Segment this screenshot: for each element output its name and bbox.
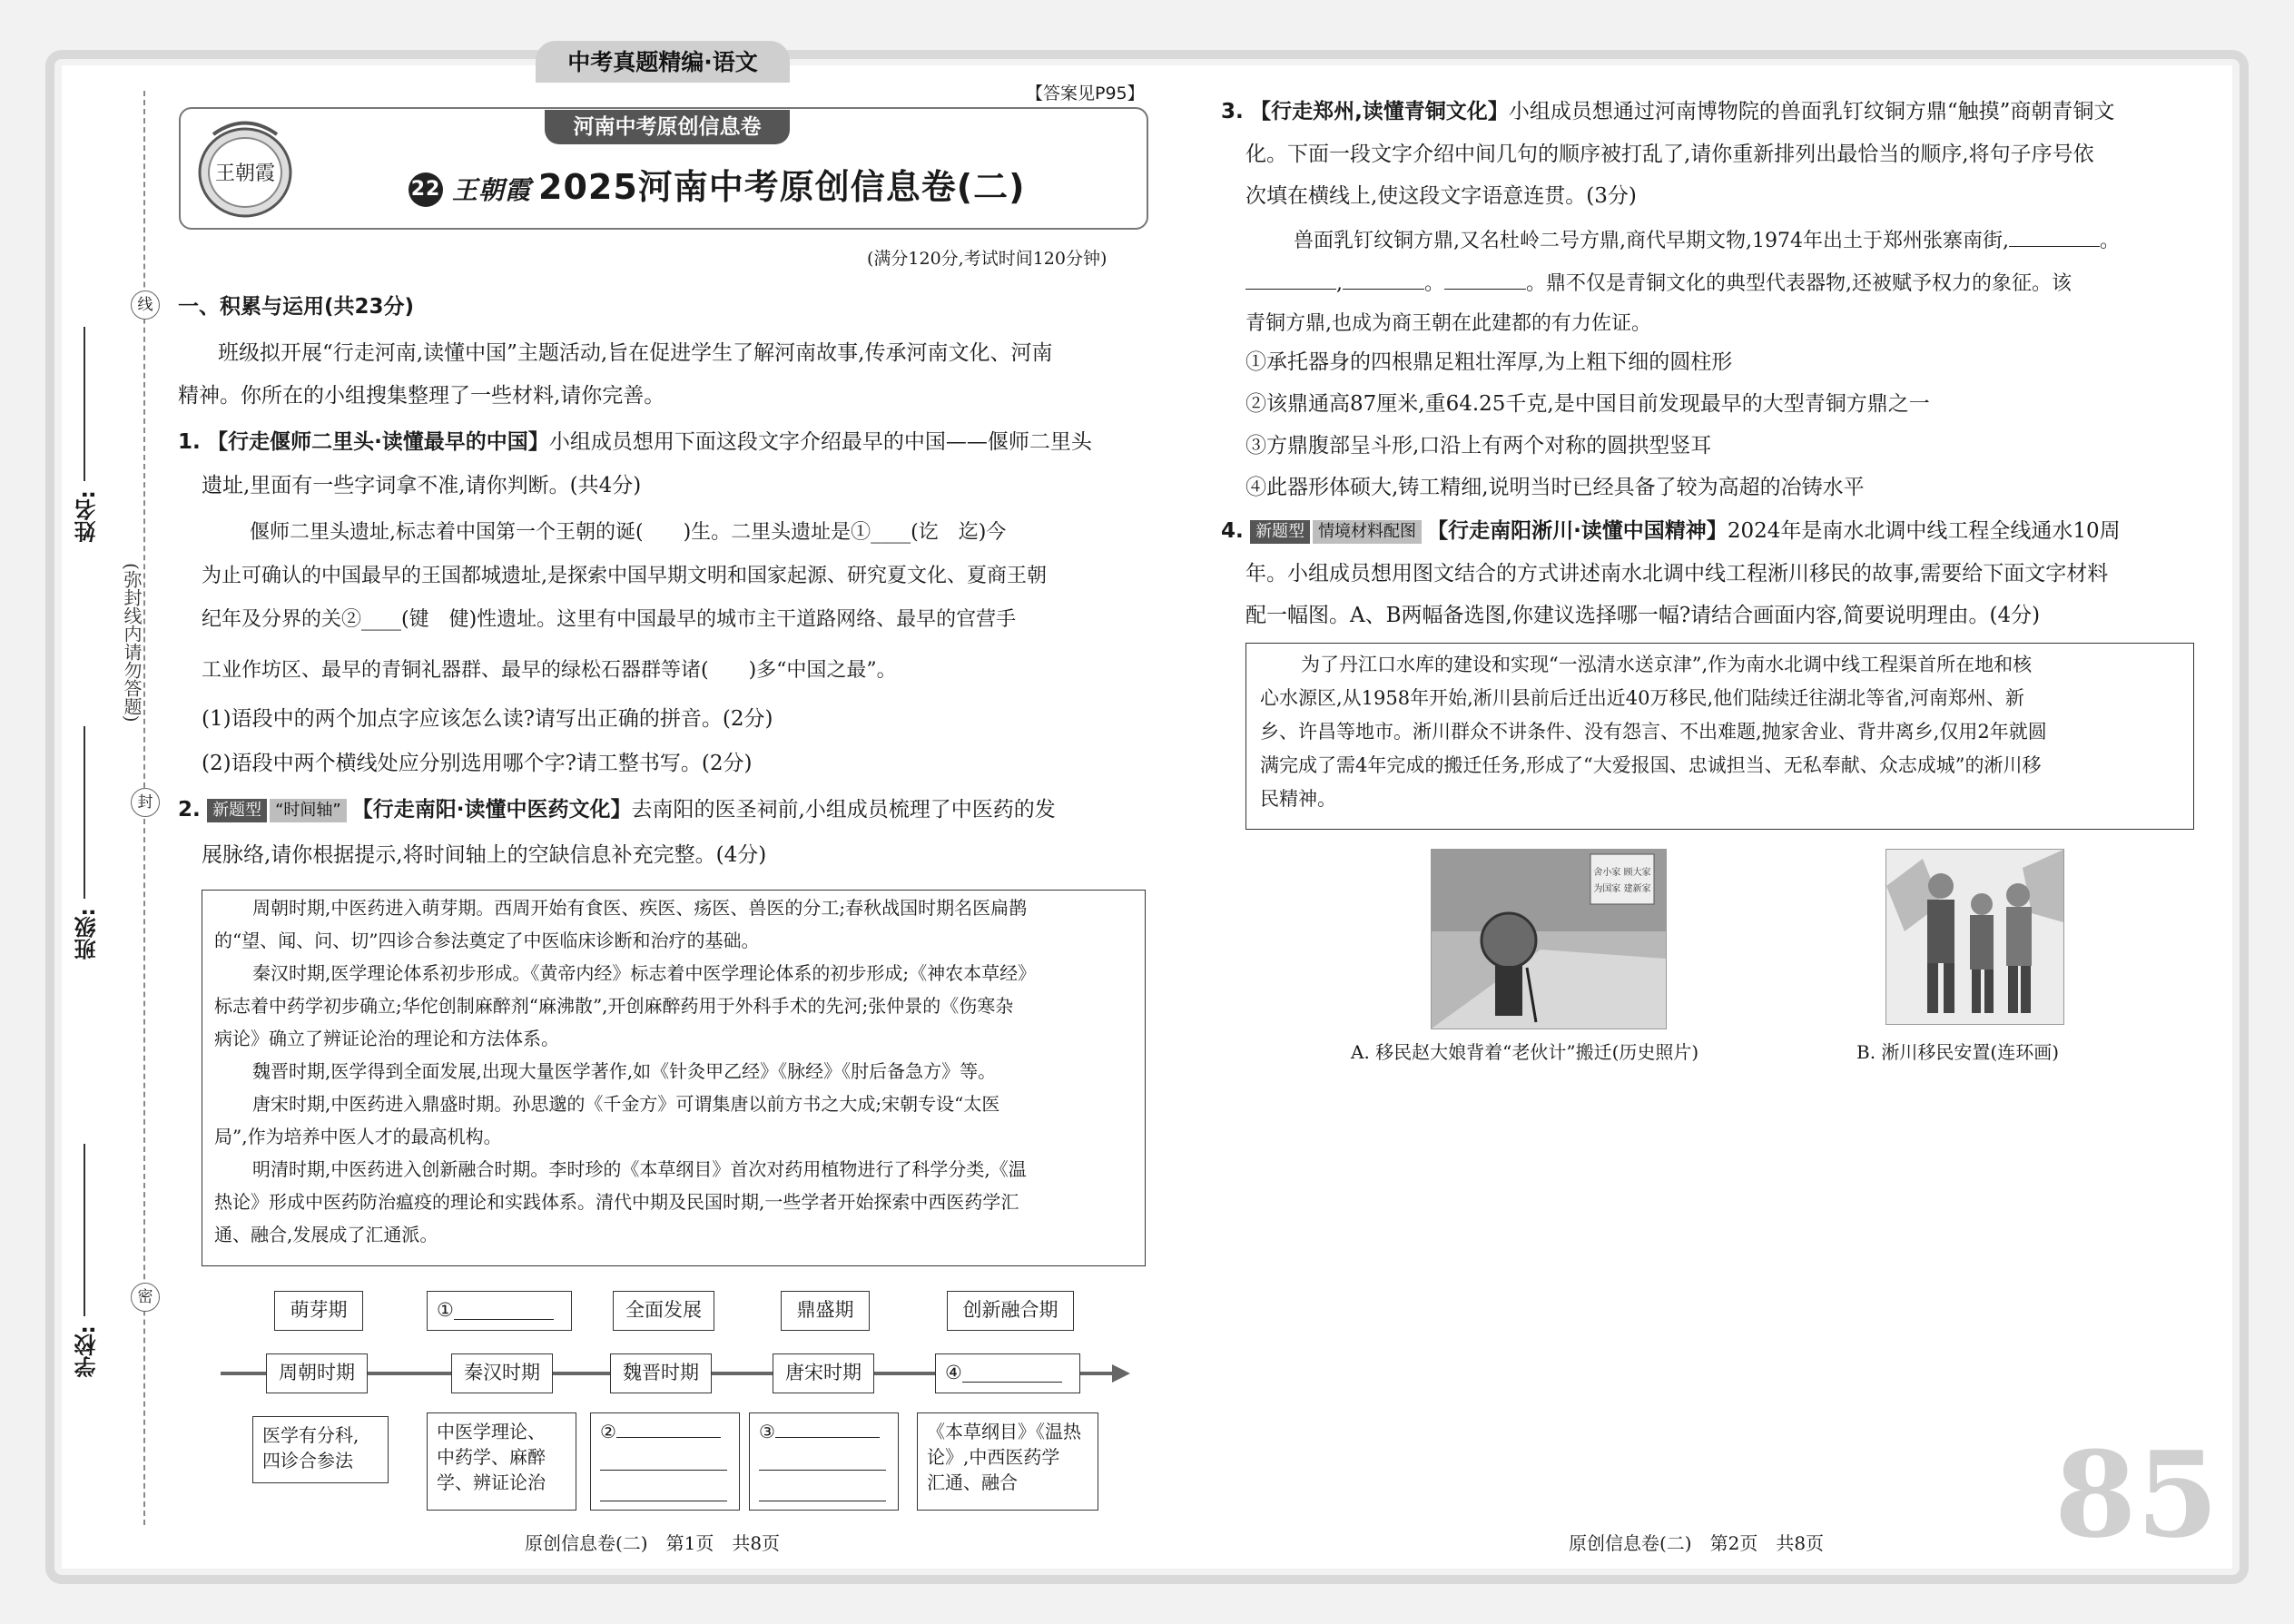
paper-number-badge: 22 [409,172,443,207]
timeline-desc-blank[interactable]: ③ [749,1412,899,1511]
q1-stem: 1. 【行走偃师二里头·读懂最早的中国】小组成员想用下面这段文字介绍最早的中国——偃师二里头 [178,430,1092,454]
q3-stem: 3. 【行走郑州,读懂青铜文化】小组成员想通过河南博物院的兽面乳钉纹铜方鼎“触摸”商朝青铜文 [1221,100,2115,123]
q3-option: ③方鼎腹部呈斗形,口沿上有两个对称的圆拱型竖耳 [1245,434,1712,458]
school-label: 学校: [74,1325,100,1378]
section-heading: 一、积累与运用(共23分) [178,295,415,319]
intro-line-1: 班级拟开展“行走河南,读懂中国”主题活动,旨在促进学生了解河南故事,传承河南文化、河南 [218,341,1053,365]
title-brand: 王朝霞 [452,175,532,205]
q3-stem-3: 次填在横线上,使这段文字语意连贯。(3分) [1245,184,1637,208]
q2-material-line: 局”,作为培养中医人才的最高机构。 [214,1126,502,1147]
school-field[interactable] [84,1144,85,1316]
timeline-arrow [1112,1364,1130,1383]
q2-material-line: 热论》形成中医药防治瘟疫的理论和实践体系。清代中期及民国时期,一些学者开始探索中西医药学汇 [214,1191,1019,1213]
q4-material-line: 乡、许昌等地市。淅川群众不讲条件、没有怨言、不出难题,抛家舍业、背井离乡,仅用2年就圆 [1260,721,2047,743]
timeline-era: 唐宋时期 [773,1353,874,1393]
answer-reference: 【答案见P95】 [1026,84,1145,103]
q2-material-line: 唐宋时期,中医药进入鼎盛时期。孙思邈的《千金方》可谓集唐以前方书之大成;宋朝专设“太医 [252,1093,1000,1115]
timeline-desc: 《本草纲目》《温热 论》,中西医药学 汇通、融合 [917,1412,1098,1511]
photo-a-migrant[interactable] [1431,849,1667,1029]
logo-text: 王朝霞 [214,162,276,185]
q3-option: ②该鼎通高87厘米,重64.25千克,是中国目前发现最早的大型青铜方鼎之一 [1245,392,1930,416]
timeline-era: 魏晋时期 [610,1353,712,1393]
q1-passage-4: 工业作坊区、最早的青铜礼器群、最早的绿松石器群等诸( )多“中国之最”。 [202,659,897,682]
q2-material-line: 周朝时期,中医药进入萌芽期。西周开始有食医、疾医、疡医、兽医的分工;春秋战国时期名医扁鹊 [252,897,1028,919]
q4-material-line: 为了丹江口水库的建设和实现“一泓清水送京津”,作为南水北调中线工程渠首所在地和核 [1301,654,2033,675]
header-banner: 河南中考原创信息卷 [545,110,790,144]
q2-stem: 2. 新题型 “时间轴” 【行走南阳·读懂中医药文化】去南阳的医圣祠前,小组成员梳理了中医药的发 [178,798,1056,822]
q2-material-line: 秦汉时期,医学理论体系初步形成。《黄帝内经》标志着中医学理论体系的初步形成;《神农本草经》 [252,962,1037,984]
series-tab: 中考真题精编·语文 [536,41,790,83]
q4-material-line: 心水源区,从1958年开始,淅川县前后迁出近40万移民,他们陆续迁往湖北等省,河南郑州、新 [1260,687,2024,709]
timeline-era: 秦汉时期 [451,1353,553,1393]
q4-stem-3: 配一幅图。A、B两幅备选图,你建议选择哪一幅?请结合画面内容,简要说明理由。(4分) [1245,604,2041,627]
brand-logo [195,116,295,221]
timeline-era: 周朝时期 [266,1353,368,1393]
q2-material-line: 病论》确立了辨证论治的理论和方法体系。 [214,1028,559,1049]
q4-stem-2: 年。小组成员想用图文结合的方式讲述南水北调中线工程淅川移民的故事,需要给下面文字材料 [1245,562,2109,586]
seal-mark-xian: 线 [131,290,160,320]
q3-passage-1: 兽面乳钉纹铜方鼎,又名杜岭二号方鼎,商代早期文物,1974年出土于郑州张寨南街, 。 [1294,226,2120,255]
q2-material-line: 的“望、闻、问、切”四诊合参法奠定了中医临床诊断和治疗的基础。 [214,930,760,951]
seal-mark-feng: 封 [131,788,160,817]
title-text: 2025河南中考原创信息卷(二) [538,167,1026,207]
exam-meta: (满分120分,考试时间120分钟) [867,249,1108,269]
q2-stem-2: 展脉络,请你根据提示,将时间轴上的空缺信息补充完整。(4分) [202,843,767,867]
timeline-desc: 中医学理论、 中药学、麻醉 学、辨证论治 [427,1412,576,1511]
seal-mark-mi: 密 [131,1283,160,1312]
footer-right: 原创信息卷(二) 第2页 共8页 [1569,1532,1825,1554]
timeline-desc: 医学有分科, 四诊合参法 [252,1416,389,1483]
timeline-stage: 萌芽期 [274,1291,363,1331]
q4-material-line: 满完成了需4年完成的搬迁任务,形成了“大爱报国、忠诚担当、无私奉献、众志成城”的淅川移 [1260,754,2042,776]
caption-b: B. 淅川移民安置(连环画) [1856,1041,2060,1063]
q1-sub-2: (2)语段中两个横线处应分别选用哪个字?请工整书写。(2分) [202,752,753,775]
q4-stem: 4. 新题型 情境材料配图 【行走南阳淅川·读懂中国精神】2024年是南水北调中线工程全线通水10周 [1221,519,2121,543]
class-field[interactable] [84,726,85,899]
timeline-era-blank[interactable]: ④ [935,1353,1080,1393]
q3-option: ④此器形体硕大,铸工精细,说明当时已经具备了较为高超的冶铸水平 [1245,476,1865,499]
svg-text:舍小家 顾大家: 舍小家 顾大家 [1593,868,1651,878]
intro-line-2: 精神。你所在的小组搜集整理了一些材料,请你完善。 [178,384,665,408]
q3-stem-2: 化。下面一段文字介绍中间几句的顺序被打乱了,请你重新排列出最恰当的顺序,将句子序号依 [1245,143,2094,166]
q1-passage-2: 为止可确认的中国最早的王国都城遗址,是探索中国早期文明和国家起源、研究夏文化、夏商王朝 [202,565,1047,587]
timeline-stage-blank[interactable]: ① [427,1291,572,1331]
caption-a: A. 移民赵大娘背着“老伙计”搬迁(历史照片) [1351,1041,1699,1063]
q4-material-line: 民精神。 [1260,788,1336,810]
timeline-stage: 鼎盛期 [781,1291,870,1331]
timeline-stage: 创新融合期 [947,1291,1074,1331]
picture-b-comic[interactable] [1885,849,2064,1025]
q1-passage-3: 纪年及分界的关②____(键 健)性遗址。这里有中国最早的城市主干道路网络、最早的官营手 [202,608,1017,631]
timeline-desc-blank[interactable]: ② [590,1412,740,1511]
q1-stem-2: 遗址,里面有一些字词拿不准,请你判断。(共4分) [202,474,642,497]
q3-passage-3: 青铜方鼎,也成为商王朝在此建都的有力佐证。 [1245,312,1651,335]
q1-passage-1: 偃师二里头遗址,标志着中国第一个王朝的诞( )生。二里头遗址是①____(讫 迄)今 [250,521,1007,544]
q2-material-line: 魏晋时期,医学得到全面发展,出现大量医学著作,如《针灸甲乙经》《脉经》《肘后备急方》等。 [252,1060,997,1082]
footer-left: 原创信息卷(二) 第1页 共8页 [525,1532,781,1554]
q3-option: ①承托器身的四根鼎足粗壮浑厚,为上粗下细的圆柱形 [1245,350,1733,374]
page-number-large: 85 [2054,1425,2219,1564]
q2-material-line: 明清时期,中医药进入创新融合时期。李时珍的《本草纲目》首次对药用植物进行了科学分类,《温 [252,1158,1027,1180]
q3-passage-2[interactable]: , 。 。鼎不仅是青铜文化的典型代表器物,还被赋予权力的象征。该 [1245,269,2072,298]
class-label: 班级: [74,908,100,960]
name-field[interactable] [84,327,85,481]
name-label: 姓名: [74,490,100,543]
svg-text:为国家 建新家: 为国家 建新家 [1593,884,1651,894]
q2-material-line: 通、融合,发展成了汇通派。 [214,1224,438,1245]
paper-title [409,159,1026,209]
seal-note: (弥封线内请勿答题) [121,563,143,723]
timeline-stage: 全面发展 [613,1291,714,1331]
q2-material-line: 标志着中药学初步确立;华佗创制麻醉剂“麻沸散”,开创麻醉药用于外科手术的先河;张仲景的《伤寒杂 [214,995,1014,1017]
q1-sub-1: (1)语段中的两个加点字应该怎么读?请写出正确的拼音。(2分) [202,707,773,731]
